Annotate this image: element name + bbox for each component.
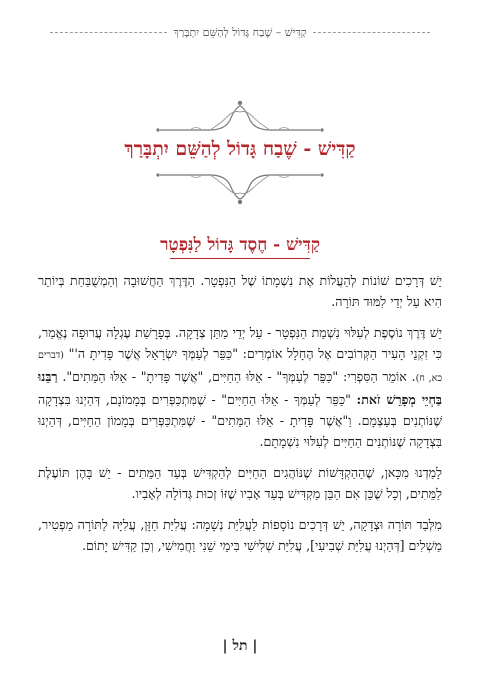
paragraph-2-part-a: יֵשׁ דֶּרֶךְ נוֹסֶפֶת לְעִלּוּי נִשְׁמַת הַנִּפְטָר - עַל יְדֵי מַתַּן צְדָקָה. בְּפָרָשַׁת עֶגְלָה עֲרוּפָה נֶאֱמַר, כִּי זִקְנֵי הָעִיר הַקְּרוֹבִים אֶל הֶחָלָל אוֹמְרִים: "כַּפֵּר לְעַמְּךָ יִשְׂרָאֵל אֲשֶׁר פָּדִיתָ ה'" bbox=[38, 325, 442, 361]
page-number: | תל | bbox=[222, 638, 258, 654]
paragraph-2-part-b: . אוֹמֵר הַסִּפְרִי: "כַּפֵּר לְעַמְּךָ" - אֵלּוּ הַחַיִּים, "אֲשֶׁר פָּדִיתָ" - אֵלּוּ הַמֵּתִים". bbox=[62, 369, 416, 384]
paragraph-2-part-c: "כַּפֵּר לְעַמְּךָ - אֵלּוּ הַחַיִּים" - שֶׁמִּתְכַּפְּרִים בְּמָמוֹנָם, דְּהַיְנוּ בִּצְדָקָה שֶׁנּוֹתְנִים בְּעַצְמָם. וַ"אֲשֶׁר פָּדִיתָ - אֵלּוּ הַמֵּתִים" - שֶׁמִּתְכַּפְּרִים בְּמָמוֹן הַחַיִּים, דְּהַיְנוּ בִּצְדָקָה שֶׁנּוֹתְנִים הַחַיִּים לְעִלּוּי נִשְׁמָתָם. bbox=[38, 392, 442, 449]
paragraph-2-bold: רַבֵּנוּ בַּחְיֵי מְפָרֵשׁ זֹאת: bbox=[38, 369, 442, 407]
source-citation: (דברים כא, ח) bbox=[38, 350, 442, 384]
running-header-text: קַדִּישׁ – שֶׁבַח גָּדוֹל לְהַשֵּׁם יִתְבָּרַךְ bbox=[173, 25, 307, 39]
ornament-bottom bbox=[150, 167, 330, 207]
chapter-title: קַדִּישׁ - שֶׁבַח גָּדוֹל לְהַשֵּׁם יִתְבָּרַךְ bbox=[124, 138, 356, 160]
section-title: קַדִּישׁ - חֶסֶד גָּדוֹל לַנִּפְטָר bbox=[160, 235, 320, 255]
body-text bbox=[38, 270, 442, 566]
ornament-top bbox=[150, 98, 330, 138]
header-dash-right bbox=[313, 32, 430, 33]
paragraph-1: יֵשׁ דְּרָכִים שׁוֹנוֹת לְהַעֲלוֹת אֶת נִשְׁמָתוֹ שֶׁל הַנִּפְטָר. הַדֶּרֶךְ הַחֲשׁוּבָה וְהַמְשֻׁבַּחַת בְּיוֹתֵר הִיא עַל יְדֵי לִמּוּד תּוֹרָה. bbox=[38, 273, 442, 309]
running-header bbox=[50, 22, 430, 42]
paragraph-3: לָמַדְנוּ מִכָּאן, שֶׁהַהַקְדָּשׁוֹת שֶׁנּוֹהֲגִים הַחַיִּים לְהַקְדִּישׁ בְּעַד הַמֵּתִים - יֵשׁ בָּהֶן תּוֹעֶלֶת לַמֵּתִים, וְכָל שֶׁכֵּן אִם הַבֵּן מַקְדִּישׁ בְּעַד אָבִיו שֶׁזּוֹ זְכוּת גְּדוֹלָה לְאָבִיו. bbox=[38, 465, 442, 501]
paragraph-4: מִלְּבַד תּוֹרָה וּצְדָקָה, יֵשׁ דְּרָכִים נוֹסָפוֹת לַעֲלִיַּת נְשָׁמָה: עֲלִיַּת חַזָּן, עֲלִיָּה לַתּוֹרָה מַפְטִיר, מַשְׁלִים [דְּהַיְנוּ עֲלִיַּת שְׁבִיעִי], עֲלִיַּת שְׁלִישִׁי בִּימֵי שֵׁנִי וַחֲמִישִׁי, וְכֵן קַדִּישׁ יָתוֹם. bbox=[38, 517, 442, 553]
paragraph-2 bbox=[38, 322, 442, 452]
section-title-underline bbox=[170, 258, 310, 259]
header-dash-left bbox=[50, 32, 167, 33]
